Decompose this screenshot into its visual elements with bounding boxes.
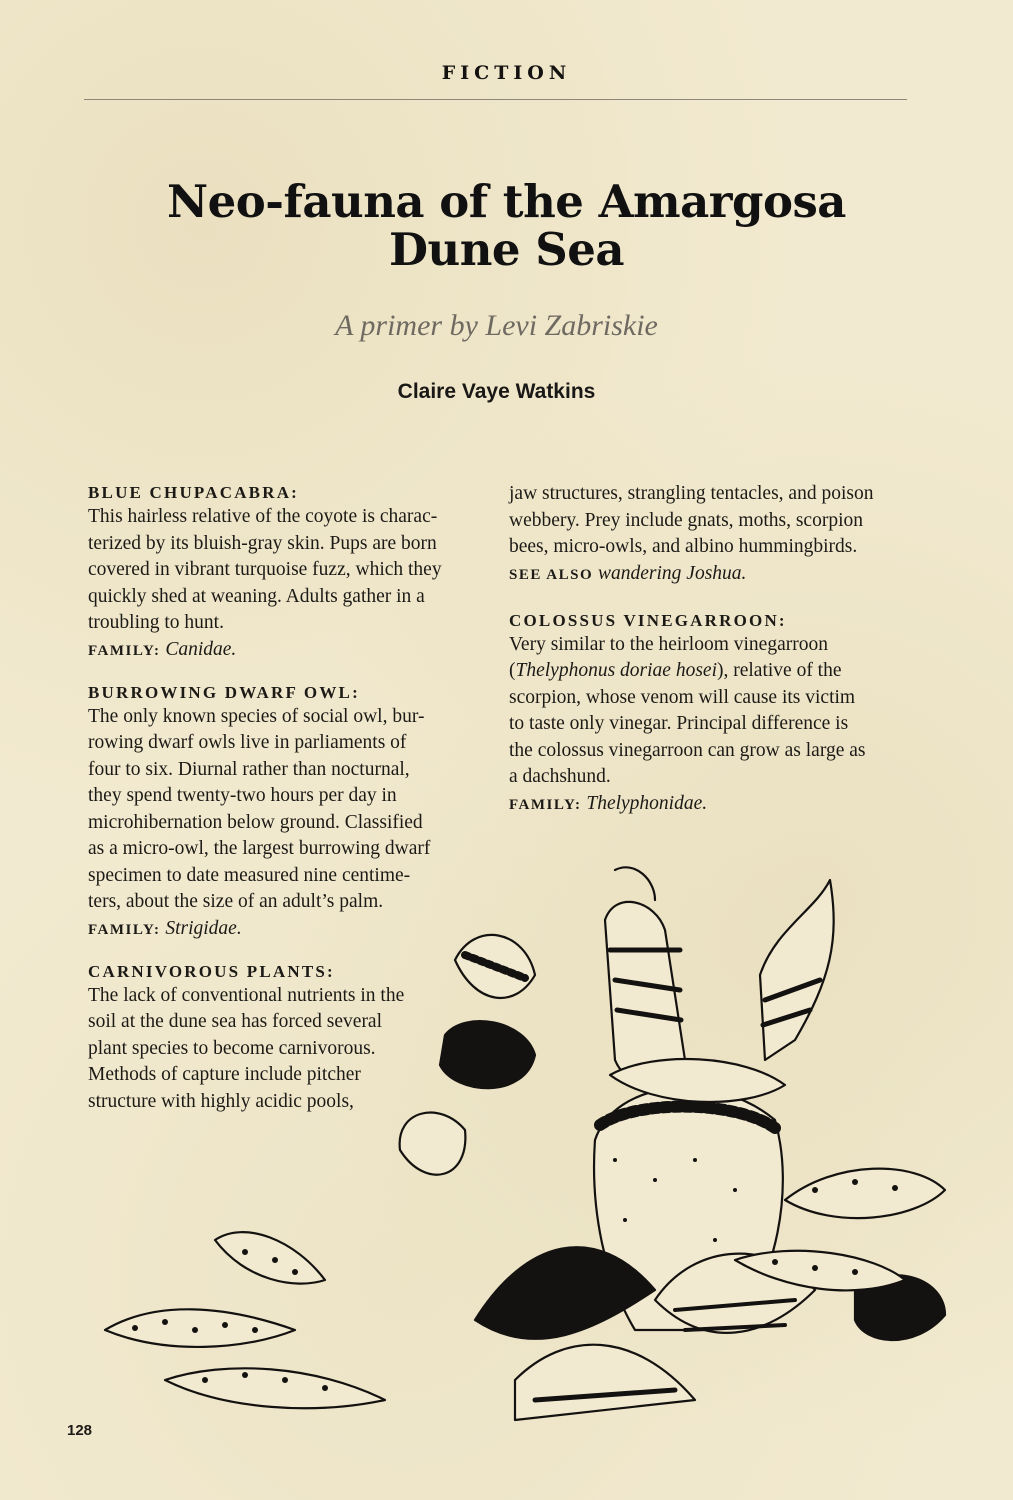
entry-blue-chupacabra xyxy=(88,482,488,664)
header-rule xyxy=(84,99,907,100)
entry-line: as a micro-owl, the largest burrowing dwarf xyxy=(88,838,431,859)
entry-line: specimen to date measured nine centime- xyxy=(88,864,411,886)
entry-line: bees, micro-owls, and albino hummingbirds. xyxy=(509,536,858,557)
title-line-2: Dune Sea xyxy=(388,223,625,276)
entry-line: quickly shed at weaning. Adults gather in a xyxy=(88,585,425,607)
entry-line: soil at the dune sea has forced several xyxy=(88,1011,383,1032)
title-line-1: Neo-fauna of the Amargosa xyxy=(167,175,846,228)
entry-line: scorpion, whose venom will cause its victim xyxy=(509,686,856,708)
species-name: Thelyphonus doriae hosei xyxy=(515,660,717,681)
entry-line: four to six. Diurnal rather than nocturnal, xyxy=(88,758,410,780)
entry-line: jaw structures, strangling tentacles, and poison xyxy=(509,483,874,504)
right-column xyxy=(509,481,919,836)
family-label: FAMILY: xyxy=(509,796,582,813)
pitcher-plant-left xyxy=(605,867,685,1080)
carnivorous-plants-illustration xyxy=(95,860,955,1470)
entry-line xyxy=(509,658,919,685)
article-title xyxy=(100,175,913,276)
family-line xyxy=(509,791,919,818)
entry-line: troubling to hunt. xyxy=(88,612,224,633)
see-also-line xyxy=(509,561,919,588)
entry-line: they spend twenty-two hours per day in xyxy=(88,785,397,806)
author-byline: Claire Vaye Watkins xyxy=(397,380,596,403)
entry-line: a dachshund. xyxy=(509,766,611,787)
entry-line: microhibernation below ground. Classified xyxy=(88,811,423,833)
entry-line: terized by its bluish-gray skin. Pups are born xyxy=(88,532,437,554)
paren-open: ( xyxy=(509,660,516,681)
entry-line: rowing dwarf owls live in parliaments of xyxy=(88,732,407,753)
line-rest: ), relative of the xyxy=(716,660,842,681)
entry-heading: BLUE CHUPACABRA: xyxy=(88,483,300,502)
sundew-leaf-left xyxy=(105,1232,385,1408)
family-label: FAMILY: xyxy=(88,642,161,659)
section-label: FICTION xyxy=(441,62,572,84)
entry-line: The only known species of social owl, bur- xyxy=(88,705,425,727)
family-value: Thelyphonidae. xyxy=(586,792,708,814)
entry-line: covered in vibrant turquoise fuzz, which they xyxy=(88,559,442,580)
entry-line: The lack of conventional nutrients in the xyxy=(88,984,405,1006)
entry-line: This hairless relative of the coyote is charac- xyxy=(88,506,438,527)
article-subtitle: A primer by Levi Zabriskie xyxy=(335,309,658,342)
entry-heading: CARNIVOROUS PLANTS: xyxy=(88,961,335,981)
pitcher-plant-right xyxy=(760,880,834,1060)
family-value: Canidae. xyxy=(165,638,237,660)
family-value: Strigidae. xyxy=(165,917,242,939)
entry-line: ters, about the size of an adult’s palm. xyxy=(88,891,384,912)
see-also-value: wandering Joshua. xyxy=(598,562,747,584)
entry-colossus-vinegarroon xyxy=(509,610,919,818)
entry-line: Methods of capture include pitcher xyxy=(88,1064,361,1085)
entry-line: structure with highly acidic pools, xyxy=(88,1090,354,1112)
page-number: 128 xyxy=(67,1422,93,1439)
entry-line: plant species to become carnivorous. xyxy=(88,1037,376,1059)
entry-line: webbery. Prey include gnats, moths, scorpion xyxy=(509,509,863,531)
family-label: FAMILY: xyxy=(88,921,161,938)
see-also-label: SEE ALSO xyxy=(509,566,594,583)
entry-heading: COLOSSUS VINEGARROON: xyxy=(509,610,787,630)
entry-line: the colossus vinegarroon can grow as large as xyxy=(509,739,866,761)
entry-carnivorous-plants-continued xyxy=(509,481,919,588)
family-line xyxy=(88,637,488,664)
entry-heading: BURROWING DWARF OWL: xyxy=(88,682,360,702)
entry-line: to taste only vinegar. Principal difference is xyxy=(509,713,849,734)
entry-line: Very similar to the heirloom vinegarroon xyxy=(509,633,828,655)
